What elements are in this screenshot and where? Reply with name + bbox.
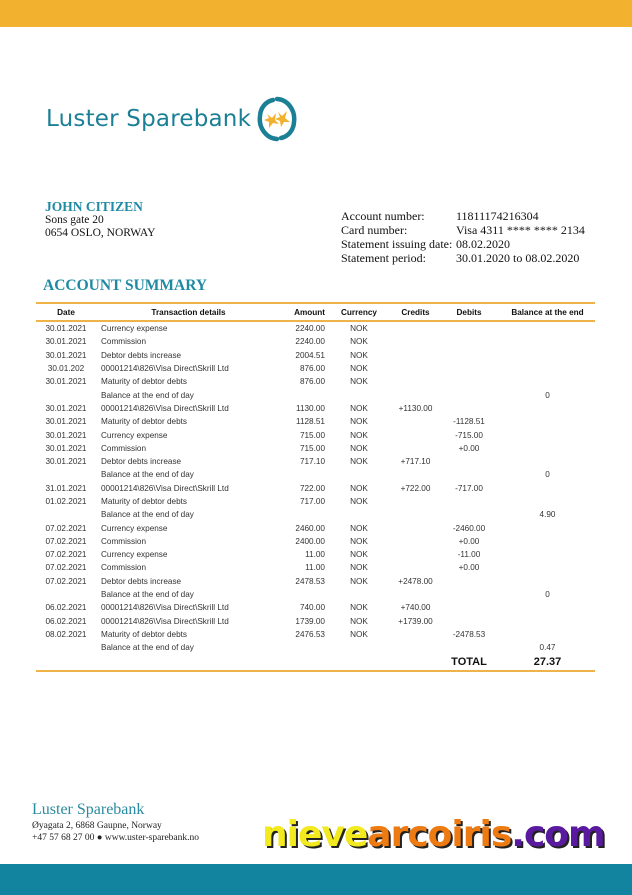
cell-date: 08.02.2021 xyxy=(45,629,87,639)
account-summary-title: ACCOUNT SUMMARY xyxy=(43,277,208,294)
cell-details: 00001214\826\Visa Direct\Skrill Ltd xyxy=(101,603,229,613)
statement-period-row xyxy=(341,251,585,265)
bank-emblem-icon xyxy=(257,96,297,142)
table-row xyxy=(36,521,595,534)
table-row xyxy=(36,442,595,455)
cell-details: Commission xyxy=(101,536,147,546)
column-header-amount: Amount xyxy=(294,307,325,317)
cell-amount: 876.00 xyxy=(299,377,325,387)
cell-details: Balance at the end of day xyxy=(101,643,194,653)
cell-credits: +1130.00 xyxy=(398,403,433,413)
cell-details: 00001214\826\Visa Direct\Skrill Ltd xyxy=(101,616,229,626)
cell-currency: NOK xyxy=(350,457,368,467)
footer-contact: +47 57 68 27 00 ● www.uster-sparebank.no xyxy=(32,833,200,843)
table-row xyxy=(36,561,595,574)
customer-block xyxy=(45,199,155,240)
footer-bank-name: Luster Sparebank xyxy=(32,801,145,818)
cell-amount: 11.00 xyxy=(305,563,325,573)
cell-details: Balance at the end of day xyxy=(101,390,194,400)
customer-name: JOHN CITIZEN xyxy=(45,199,143,214)
cell-date: 06.02.2021 xyxy=(45,616,87,626)
cell-currency: NOK xyxy=(350,430,368,440)
cell-currency: NOK xyxy=(350,497,368,506)
cell-details: Maturity of debtor debts xyxy=(101,377,188,387)
table-row xyxy=(36,548,595,561)
account-number: 11811174216304 xyxy=(456,209,539,223)
cell-amount: 2240.00 xyxy=(295,324,325,334)
cell-amount: 717.10 xyxy=(299,457,325,467)
cell-currency: NOK xyxy=(350,629,368,639)
cell-date: 30.01.2021 xyxy=(45,403,87,413)
field-label: Statement period: xyxy=(341,251,426,265)
table-row xyxy=(36,575,595,588)
cell-date: 30.01.2021 xyxy=(45,457,87,467)
table-row xyxy=(36,588,595,601)
table-row xyxy=(36,468,595,481)
field-label: Account number: xyxy=(341,209,425,223)
cell-currency: NOK xyxy=(350,616,368,626)
cell-amount: 2460.00 xyxy=(295,523,325,533)
watermark-part1: nieve xyxy=(262,814,368,855)
cell-amount: 2240.00 xyxy=(295,337,325,347)
cell-debits: +0.00 xyxy=(458,443,480,453)
bottom-accent-bar xyxy=(0,864,632,895)
cell-debits: -717.00 xyxy=(455,483,483,493)
cell-date: 30.01.2021 xyxy=(45,443,87,453)
cell-date: 07.02.2021 xyxy=(45,536,87,546)
cell-amount: 717.00 xyxy=(299,497,325,506)
column-header-credits: Credits xyxy=(401,307,430,317)
cell-amount: 1128.51 xyxy=(296,417,325,427)
cell-details: Maturity of debtor debts xyxy=(101,497,188,506)
cell-details: Maturity of debtor debts xyxy=(101,629,188,639)
cell-debits: +0.00 xyxy=(458,563,480,573)
cell-details: 00001214\826\Visa Direct\Skrill Ltd xyxy=(101,364,229,374)
cell-amount: 2476.53 xyxy=(295,629,325,639)
card-number-row xyxy=(341,223,585,237)
table-row xyxy=(36,402,595,415)
cell-debits: -11.00 xyxy=(457,550,481,560)
cell-date: 06.02.2021 xyxy=(45,603,87,613)
cell-details: Balance at the end of day xyxy=(101,590,194,600)
cell-date: 31.01.2021 xyxy=(45,483,87,493)
cell-details: 00001214\826\Visa Direct\Skrill Ltd xyxy=(101,403,229,413)
cell-currency: NOK xyxy=(350,324,368,334)
card-number: Visa 4311 **** **** 2134 xyxy=(456,223,585,237)
table-row xyxy=(36,641,595,654)
field-label: Card number: xyxy=(341,223,408,237)
cell-credits: +2478.00 xyxy=(398,576,433,586)
cell-amount: 1130.00 xyxy=(296,403,325,413)
cell-debits: -1128.51 xyxy=(453,417,485,427)
account-number-row xyxy=(341,209,585,223)
table-row xyxy=(36,349,595,362)
cell-balance: 0.47 xyxy=(539,643,556,653)
cell-currency: NOK xyxy=(350,603,368,613)
cell-details: Currency expense xyxy=(101,550,168,560)
issue-date-row xyxy=(341,237,585,251)
cell-details: Currency expense xyxy=(101,523,168,533)
cell-date: 30.01.2021 xyxy=(45,337,87,347)
cell-date: 07.02.2021 xyxy=(45,576,87,586)
top-accent-bar xyxy=(0,0,632,27)
cell-details: 00001214\826\Visa Direct\Skrill Ltd xyxy=(101,483,229,493)
cell-amount: 740.00 xyxy=(299,603,325,613)
cell-amount: 722.00 xyxy=(299,483,325,493)
table-row xyxy=(36,362,595,375)
table-row xyxy=(36,415,595,428)
column-header-date: Date xyxy=(57,307,75,317)
column-header-details: Transaction details xyxy=(151,307,226,317)
cell-currency: NOK xyxy=(350,443,368,453)
cell-currency: NOK xyxy=(350,563,368,573)
watermark-part2: arcoiris xyxy=(367,814,512,855)
total-label: TOTAL xyxy=(451,656,487,669)
table-row xyxy=(36,322,595,335)
total-row xyxy=(36,654,595,672)
table-header xyxy=(36,302,595,322)
table-row xyxy=(36,508,595,521)
cell-date: 07.02.2021 xyxy=(45,563,87,573)
table-row xyxy=(36,535,595,548)
cell-amount: 715.00 xyxy=(299,443,325,453)
footer-address: Øyagata 2, 6868 Gaupne, Norway xyxy=(32,821,162,831)
cell-currency: NOK xyxy=(350,403,368,413)
cell-currency: NOK xyxy=(350,364,368,374)
cell-amount: 1739.00 xyxy=(295,616,325,626)
cell-date: 30.01.2021 xyxy=(45,430,87,440)
cell-balance: 0 xyxy=(545,470,550,480)
table-row xyxy=(36,335,595,348)
cell-details: Maturity of debtor debts xyxy=(101,417,188,427)
cell-credits: +1739.00 xyxy=(398,616,433,626)
cell-details: Debtor debts increase xyxy=(101,576,182,586)
cell-credits: +722.00 xyxy=(400,483,431,493)
column-header-debits: Debits xyxy=(456,307,482,317)
cell-details: Commission xyxy=(101,337,147,347)
table-row xyxy=(36,495,595,508)
cell-credits: +717.10 xyxy=(400,457,431,467)
cell-balance: 0 xyxy=(545,590,550,600)
transactions-table xyxy=(36,302,595,672)
cell-amount: 2004.51 xyxy=(295,350,325,360)
table-row xyxy=(36,375,595,388)
cell-date: 30.01.2021 xyxy=(45,350,87,360)
watermark-part3: .com xyxy=(511,814,605,855)
issue-date: 08.02.2020 xyxy=(456,237,510,251)
table-row xyxy=(36,601,595,614)
cell-currency: NOK xyxy=(350,576,368,586)
footer xyxy=(32,800,199,844)
cell-details: Balance at the end of day xyxy=(101,510,194,520)
cell-currency: NOK xyxy=(350,337,368,347)
cell-date: 30.01.2021 xyxy=(45,377,87,387)
table-row xyxy=(36,388,595,401)
cell-credits: +740.00 xyxy=(400,603,431,613)
bank-logo xyxy=(46,96,297,142)
cell-amount: 715.00 xyxy=(299,430,325,440)
cell-details: Commission xyxy=(101,563,147,573)
table-body xyxy=(36,322,595,654)
cell-date: 30.01.2021 xyxy=(45,324,87,334)
cell-currency: NOK xyxy=(350,550,368,560)
watermark xyxy=(262,814,605,855)
table-row xyxy=(36,482,595,495)
table-row xyxy=(36,628,595,641)
bank-logo-text: Luster Sparebank xyxy=(46,106,252,132)
column-header-currency: Currency xyxy=(341,307,377,317)
cell-currency: NOK xyxy=(350,483,368,493)
cell-currency: NOK xyxy=(350,377,368,387)
cell-debits: -2460.00 xyxy=(452,523,486,533)
cell-balance: 4.90 xyxy=(539,510,556,520)
cell-currency: NOK xyxy=(350,523,368,533)
cell-balance: 0 xyxy=(545,390,550,400)
cell-amount: 2400.00 xyxy=(295,536,325,546)
cell-details: Debtor debts increase xyxy=(101,457,182,467)
cell-debits: +0.00 xyxy=(458,536,480,546)
cell-date: 07.02.2021 xyxy=(45,550,87,560)
statement-period: 30.01.2020 to 08.02.2020 xyxy=(456,251,580,265)
customer-address-line1: Sons gate 20 xyxy=(45,214,104,226)
cell-currency: NOK xyxy=(350,350,368,360)
cell-date: 30.01.2021 xyxy=(45,417,87,427)
cell-date: 07.02.2021 xyxy=(45,523,87,533)
customer-address-line2: 0654 OSLO, NORWAY xyxy=(45,227,156,239)
cell-amount: 2478.53 xyxy=(295,576,325,586)
cell-details: Commission xyxy=(101,443,147,453)
cell-amount: 11.00 xyxy=(305,550,325,560)
table-row xyxy=(36,428,595,441)
cell-date: 30.01.202 xyxy=(47,364,85,374)
cell-details: Currency expense xyxy=(101,324,168,334)
table-row xyxy=(36,615,595,628)
cell-debits: -2478.53 xyxy=(452,629,486,639)
total-value: 27.37 xyxy=(533,656,562,669)
cell-details: Currency expense xyxy=(101,430,168,440)
cell-debits: -715.00 xyxy=(455,430,483,440)
cell-details: Balance at the end of day xyxy=(101,470,194,480)
table-row xyxy=(36,455,595,468)
account-details xyxy=(341,209,585,265)
cell-date: 01.02.2021 xyxy=(45,497,87,506)
column-header-balance: Balance at the end xyxy=(511,307,584,317)
cell-currency: NOK xyxy=(350,417,368,427)
field-label: Statement issuing date: xyxy=(341,237,453,251)
cell-currency: NOK xyxy=(350,536,368,546)
cell-amount: 876.00 xyxy=(299,364,325,374)
cell-details: Debtor debts increase xyxy=(101,350,182,360)
